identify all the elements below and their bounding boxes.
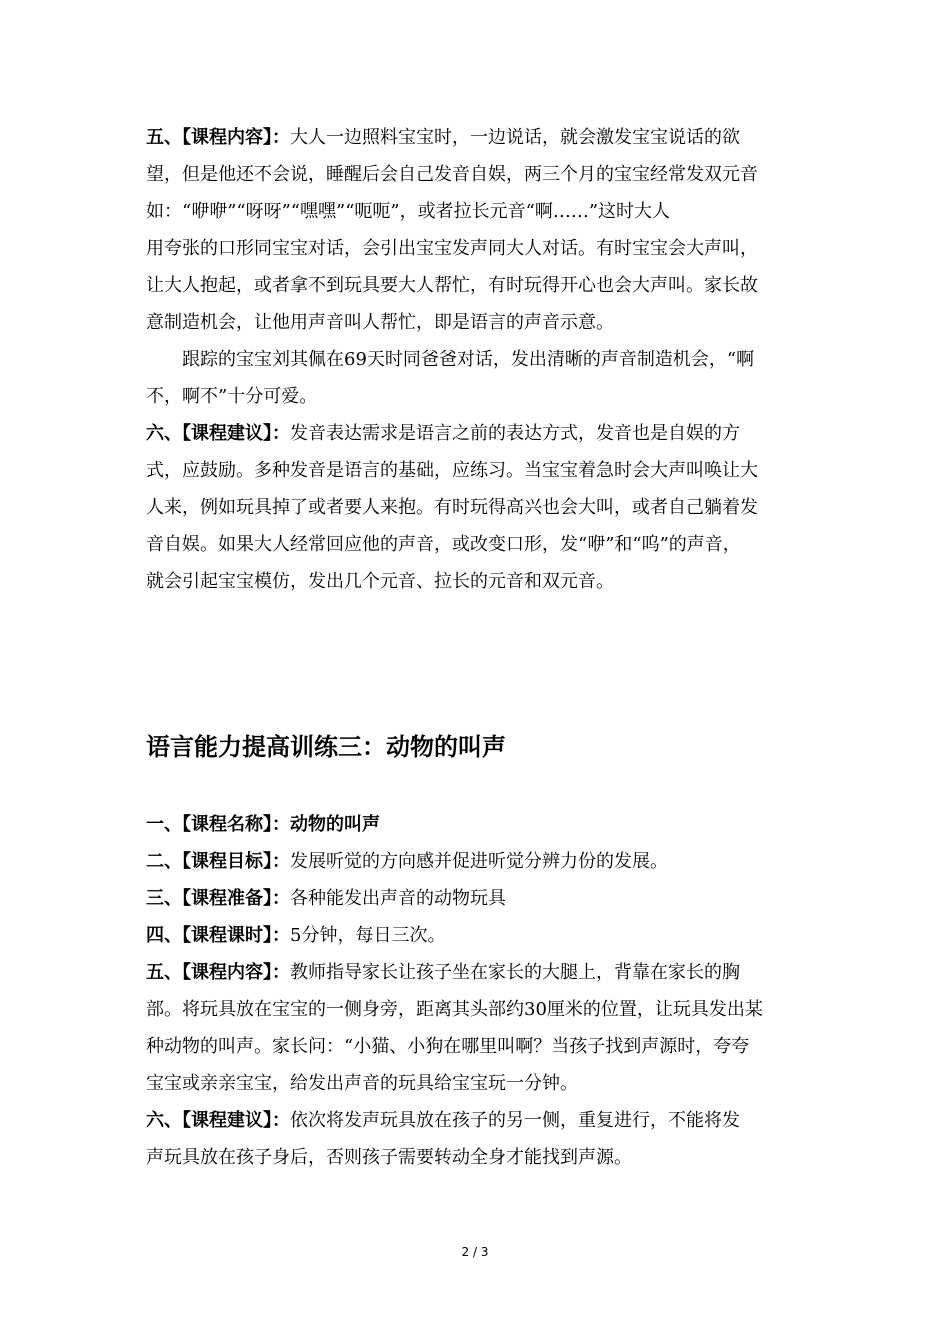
s3-s5-line-3: 种动物的叫声。家长问：“小猫、小狗在哪里叫啊？当孩子找到声源时，夸夸 xyxy=(146,1036,750,1057)
prev-s6-line-1 xyxy=(146,422,740,446)
s3-s4-label: 四、【课程课时】： xyxy=(146,925,290,946)
s3-s6-line-2: 声玩具放在孩子身后，否则孩子需要转动全身才能找到声源。 xyxy=(146,1147,632,1168)
s3-s5-line-2: 部。将玩具放在宝宝的一侧身旁，距离其头部约30厘米的位置，让玩具发出某 xyxy=(146,999,763,1020)
prev-s5-line-4: 用夸张的口形同宝宝对话，会引出宝宝发声同大人对话。有时宝宝会大声叫， xyxy=(146,238,758,259)
prev-s5-line-2: 望，但是他还不会说，睡醒后会自己发音自娱，两三个月的宝宝经常发双元音 xyxy=(146,164,758,185)
s3-item-duration xyxy=(146,924,445,948)
prev-s5-text-1: 大人一边照料宝宝时，一边说话，就会激发宝宝说话的欲 xyxy=(290,127,740,148)
s3-s2-label: 二、【课程目标】： xyxy=(146,851,290,872)
prev-s6-line-3: 人来，例如玩具掉了或者要人来抱。有时玩得高兴也会大叫，或者自己躺着发 xyxy=(146,497,758,518)
prev-s6-line-2: 式，应鼓励。多种发音是语言的基础，应练习。当宝宝着急时会大声叫唤让大 xyxy=(146,460,758,481)
prev-case-line-1: 跟踪的宝宝刘其佩在69天时同爸爸对话，发出清晰的声音制造机会，“啊 xyxy=(182,349,755,370)
prev-s6-line-5: 就会引起宝宝模仿，发出几个元音、拉长的元音和双元音。 xyxy=(146,571,614,592)
prev-s6-label: 六、【课程建议】： xyxy=(146,423,290,444)
s3-s3-label: 三、【课程准备】： xyxy=(146,888,290,909)
s3-s1-value: 动物的叫声 xyxy=(290,814,380,835)
prev-s5-line-1 xyxy=(146,126,740,150)
section-three-heading: 语言能力提高训练三：动物的叫声 xyxy=(146,732,506,761)
s3-s6-line-1 xyxy=(146,1109,740,1133)
s3-item-prep xyxy=(146,887,506,911)
s3-s4-value: 5分钟，每日三次。 xyxy=(290,925,446,946)
s3-s1-label: 一、【课程名称】： xyxy=(146,814,290,835)
s3-s5-text-1: 教师指导家长让孩子坐在家长的大腿上，背靠在家长的胸 xyxy=(290,962,740,983)
s3-item-name xyxy=(146,813,380,837)
prev-s5-line-3: 如：“咿咿”“呀呀”“嘿嘿”“呃呃”，或者拉长元音“啊……”这时大人 xyxy=(146,201,671,222)
s3-s3-value: 各种能发出声音的动物玩具 xyxy=(290,888,506,909)
s3-s2-value: 发展听觉的方向感并促进听觉分辨力份的发展。 xyxy=(290,851,668,872)
s3-s5-line-4: 宝宝或亲亲宝宝，给发出声音的玩具给宝宝玩一分钟。 xyxy=(146,1073,578,1094)
prev-s5-line-6: 意制造机会，让他用声音叫人帮忙，即是语言的声音示意。 xyxy=(146,312,614,333)
prev-s6-text-1: 发音表达需求是语言之前的表达方式，发音也是自娱的方 xyxy=(290,423,740,444)
s3-s6-label: 六、【课程建议】： xyxy=(146,1110,290,1131)
prev-s5-label: 五、【课程内容】： xyxy=(146,127,290,148)
prev-case-line-2: 不，啊不”十分可爱。 xyxy=(146,386,318,407)
s3-s5-label: 五、【课程内容】： xyxy=(146,962,290,983)
s3-s5-line-1 xyxy=(146,961,740,985)
s3-s6-text-1: 依次将发声玩具放在孩子的另一侧，重复进行，不能将发 xyxy=(290,1110,740,1131)
prev-s6-line-4: 音自娱。如果大人经常回应他的声音，或改变口形，发“咿”和“呜”的声音， xyxy=(146,534,741,555)
s3-item-goal xyxy=(146,850,668,874)
prev-s5-line-5: 让大人抱起，或者拿不到玩具要大人帮忙，有时玩得开心也会大声叫。家长故 xyxy=(146,275,758,296)
page-number: 2 / 3 xyxy=(461,1245,489,1259)
